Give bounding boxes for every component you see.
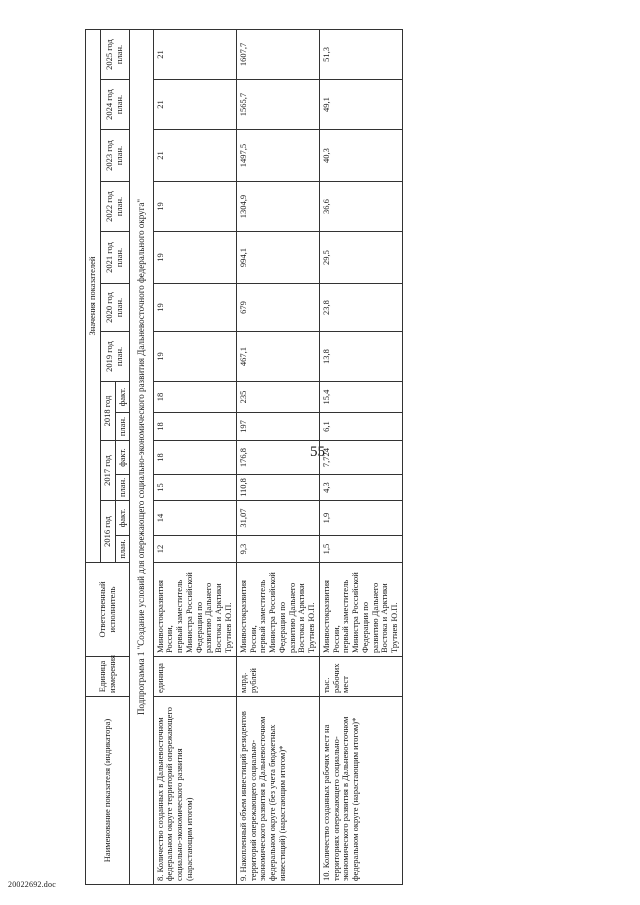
indicator-name bbox=[153, 697, 236, 885]
value-cell: 15,4 bbox=[319, 382, 402, 413]
value-cell: 1607,7 bbox=[236, 29, 319, 79]
indicator-name bbox=[319, 697, 402, 885]
value-cell: 51,3 bbox=[319, 29, 402, 79]
header-2017-fact: факт. bbox=[115, 441, 130, 475]
value-cell: 1304,9 bbox=[236, 182, 319, 232]
table-row bbox=[236, 29, 319, 884]
header-2018-fact: факт. bbox=[115, 382, 130, 413]
value-cell: 7,724 bbox=[319, 441, 402, 475]
value-cell: 1497,5 bbox=[236, 130, 319, 182]
value-cell: 19 bbox=[153, 332, 236, 382]
value-cell: 12 bbox=[153, 536, 236, 563]
value-cell: 18 bbox=[153, 441, 236, 475]
value-cell: 29,5 bbox=[319, 232, 402, 284]
header-2017-plan: план. bbox=[115, 475, 130, 501]
header-2021: 2021 год план. bbox=[100, 232, 130, 284]
unit-cell: млрд. рублей bbox=[236, 657, 319, 697]
value-cell: 36,6 bbox=[319, 182, 402, 232]
table-row bbox=[153, 29, 236, 884]
header-responsible: Ответственный исполнитель bbox=[86, 563, 130, 657]
row-number: 10. bbox=[320, 870, 331, 881]
page-number: 55 bbox=[310, 444, 325, 460]
header-2019: 2019 год план. bbox=[100, 332, 130, 382]
rotated-table-container bbox=[85, 30, 625, 885]
document-id: 20022692.doc bbox=[8, 880, 56, 889]
header-2020: 2020 год план. bbox=[100, 284, 130, 332]
header-2023: 2023 год план. bbox=[100, 130, 130, 182]
value-cell: 994,1 bbox=[236, 232, 319, 284]
value-cell: 19 bbox=[153, 284, 236, 332]
header-unit: Единица измерения bbox=[86, 657, 130, 697]
value-cell: 197 bbox=[236, 413, 319, 441]
subprogram-title: Подпрограмма 1 "Создание условий для опережающего социально-экономического развития Дальневосточного федерального округа" bbox=[130, 29, 153, 884]
table-row bbox=[319, 29, 402, 884]
value-cell: 235 bbox=[236, 382, 319, 413]
value-cell: 40,3 bbox=[319, 130, 402, 182]
value-cell: 6,1 bbox=[319, 413, 402, 441]
header-2017: 2017 год bbox=[100, 441, 115, 501]
unit-cell: тыс. рабочих мест bbox=[319, 657, 402, 697]
value-cell: 21 bbox=[153, 80, 236, 130]
value-cell: 49,1 bbox=[319, 80, 402, 130]
value-cell: 15 bbox=[153, 475, 236, 501]
header-values: Значения показателей bbox=[86, 29, 101, 562]
indicator-name-text: Накопленный объем инвестиций резидентов территорий опережающего социально-экономического развития в Дальневосточном федеральном округе (без учета бюджетных инвестиций) (нарастающим итогом)* bbox=[237, 711, 287, 881]
row-number: 9. bbox=[237, 874, 248, 881]
responsible-cell: Минвостокразвития России, первый заместитель Министра Российской Федерации по развитию Дальнего Востока и Арктики Трутнев Ю.П. bbox=[319, 563, 402, 657]
value-cell: 1,5 bbox=[319, 536, 402, 563]
header-2016-fact: факт. bbox=[115, 501, 130, 536]
value-cell: 1,9 bbox=[319, 501, 402, 536]
indicator-name bbox=[236, 697, 319, 885]
responsible-cell: Минвостокразвития России, первый заместитель Министра Российской Федерации по развитию Дальнего Востока и Арктики Трутнев Ю.П. bbox=[153, 563, 236, 657]
value-cell: 1565,7 bbox=[236, 80, 319, 130]
header-2018: 2018 год bbox=[100, 382, 115, 441]
header-name: Наименование показателя (индикатора) bbox=[86, 697, 130, 885]
header-2016-plan: план. bbox=[115, 536, 130, 563]
header-2025: 2025 год план. bbox=[100, 29, 130, 79]
responsible-cell: Минвостокразвития России, первый заместитель Министра Российской Федерации по развитию Дальнего Востока и Арктики Трутнев Ю.П. bbox=[236, 563, 319, 657]
value-cell: 18 bbox=[153, 413, 236, 441]
value-cell: 18 bbox=[153, 382, 236, 413]
value-cell: 4,3 bbox=[319, 475, 402, 501]
value-cell: 31,07 bbox=[236, 501, 319, 536]
value-cell: 467,1 bbox=[236, 332, 319, 382]
header-2018-plan: план. bbox=[115, 413, 130, 441]
header-2022: 2022 год план. bbox=[100, 182, 130, 232]
indicators-table bbox=[85, 29, 403, 885]
value-cell: 19 bbox=[153, 182, 236, 232]
value-cell: 110,8 bbox=[236, 475, 319, 501]
value-cell: 9,3 bbox=[236, 536, 319, 563]
indicator-name-text: Количество созданных в Дальневосточном федеральном округе территорий опережающего социально-экономического развития (нарастающим итогом) bbox=[154, 707, 194, 881]
value-cell: 21 bbox=[153, 29, 236, 79]
indicator-name-text: Количество созданных рабочих мест на территориях опережающего социально-экономического развития в Дальневосточном федеральном округе (нарастающим итогом)* bbox=[320, 716, 361, 881]
value-cell: 176,8 bbox=[236, 441, 319, 475]
header-2016: 2016 год bbox=[100, 501, 115, 563]
unit-cell: единица bbox=[153, 657, 236, 697]
value-cell: 14 bbox=[153, 501, 236, 536]
value-cell: 23,8 bbox=[319, 284, 402, 332]
header-2024: 2024 год план. bbox=[100, 80, 130, 130]
row-number: 8. bbox=[154, 874, 165, 881]
value-cell: 21 bbox=[153, 130, 236, 182]
value-cell: 19 bbox=[153, 232, 236, 284]
value-cell: 13,8 bbox=[319, 332, 402, 382]
value-cell: 679 bbox=[236, 284, 319, 332]
